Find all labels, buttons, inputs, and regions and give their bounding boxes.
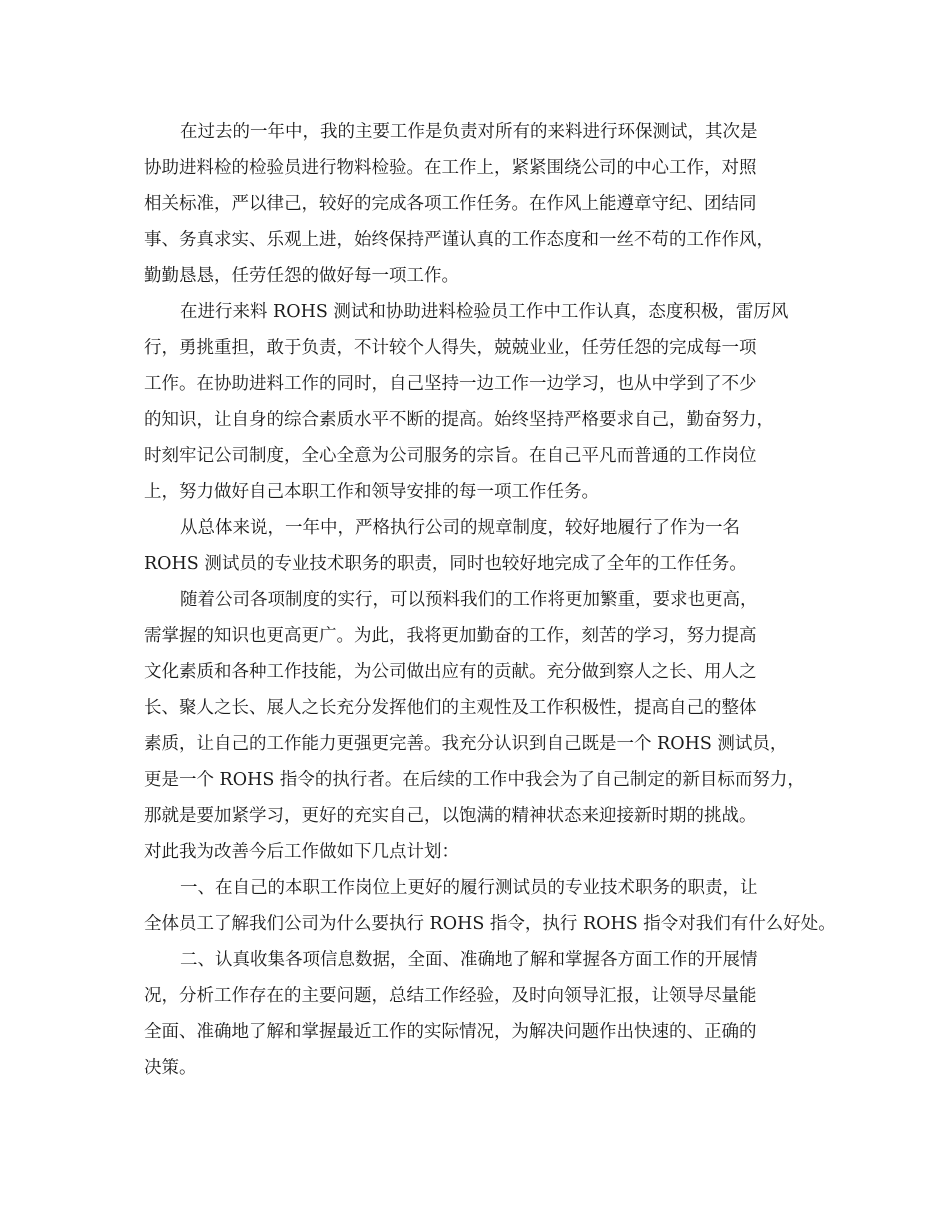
paragraph-line: 协助进料检的检验员进行物料检验。在工作上，紧紧围绕公司的中心工作，对照 bbox=[144, 158, 757, 178]
paragraph-line: 那就是要加紧学习，更好的充实自己，以饱满的精神状态来迎接新时期的挑战。 bbox=[144, 806, 757, 826]
paragraph-line: 素质，让自己的工作能力更强更完善。我充分认识到自己既是一个 ROHS 测试员， bbox=[144, 734, 788, 754]
paragraph-line: 勤勤恳恳，任劳任怨的做好每一项工作。 bbox=[144, 266, 459, 286]
paragraph-line: ROHS 测试员的专业技术职务的职责，同时也较好地完成了全年的工作任务。 bbox=[144, 554, 747, 574]
paragraph-line: 对此我为改善今后工作做如下几点计划： bbox=[144, 842, 459, 862]
paragraph-line: 在进行来料 ROHS 测试和协助进料检验员工作中工作认真，态度积极，雷厉风 bbox=[180, 302, 789, 322]
paragraph-line: 一、在自己的本职工作岗位上更好的履行测试员的专业技术职务的职责，让 bbox=[180, 878, 758, 898]
paragraph-line: 决策。 bbox=[144, 1058, 197, 1078]
paragraph-line: 行，勇挑重担，敢于负责，不计较个人得失，兢兢业业，任劳任怨的完成每一项 bbox=[144, 338, 757, 358]
paragraph-line: 更是一个 ROHS 指令的执行者。在后续的工作中我会为了自己制定的新目标而努力， bbox=[144, 770, 805, 790]
paragraph-line: 事、务真求实、乐观上进，始终保持严谨认真的工作态度和一丝不苟的工作作风， bbox=[144, 230, 774, 250]
paragraph-line: 需掌握的知识也更高更广。为此，我将更加勤奋的工作，刻苦的学习，努力提高 bbox=[144, 626, 757, 646]
paragraph-line: 随着公司各项制度的实行，可以预料我们的工作将更加繁重，要求也更高， bbox=[180, 590, 758, 610]
paragraph-line: 全体员工了解我们公司为什么要执行 ROHS 指令，执行 ROHS 指令对我们有什么好处。 bbox=[144, 914, 836, 934]
paragraph-line: 从总体来说，一年中，严格执行公司的规章制度，较好地履行了作为一名 bbox=[180, 518, 740, 538]
paragraph-line: 的知识，让自身的综合素质水平不断的提高。始终坚持严格要求自己，勤奋努力， bbox=[144, 410, 774, 430]
paragraph-line: 文化素质和各种工作技能，为公司做出应有的贡献。充分做到察人之长、用人之 bbox=[144, 662, 757, 682]
paragraph-line: 长、聚人之长、展人之长充分发挥他们的主观性及工作积极性，提高自己的整体 bbox=[144, 698, 757, 718]
paragraph-line: 时刻牢记公司制度，全心全意为公司服务的宗旨。在自己平凡而普通的工作岗位 bbox=[144, 446, 757, 466]
paragraph-line: 况，分析工作存在的主要问题，总结工作经验，及时向领导汇报，让领导尽量能 bbox=[144, 986, 757, 1006]
paragraph-line: 二、认真收集各项信息数据，全面、准确地了解和掌握各方面工作的开展情 bbox=[180, 950, 758, 970]
paragraph-line: 全面、准确地了解和掌握最近工作的实际情况，为解决问题作出快速的、正确的 bbox=[144, 1022, 757, 1042]
paragraph-line: 工作。在协助进料工作的同时，自己坚持一边工作一边学习，也从中学到了不少 bbox=[144, 374, 757, 394]
paragraph-line: 在过去的一年中，我的主要工作是负责对所有的来料进行环保测试，其次是 bbox=[180, 122, 758, 142]
paragraph-line: 上，努力做好自己本职工作和领导安排的每一项工作任务。 bbox=[144, 482, 599, 502]
paragraph-line: 相关标准，严以律己，较好的完成各项工作任务。在作风上能遵章守纪、团结同 bbox=[144, 194, 757, 214]
